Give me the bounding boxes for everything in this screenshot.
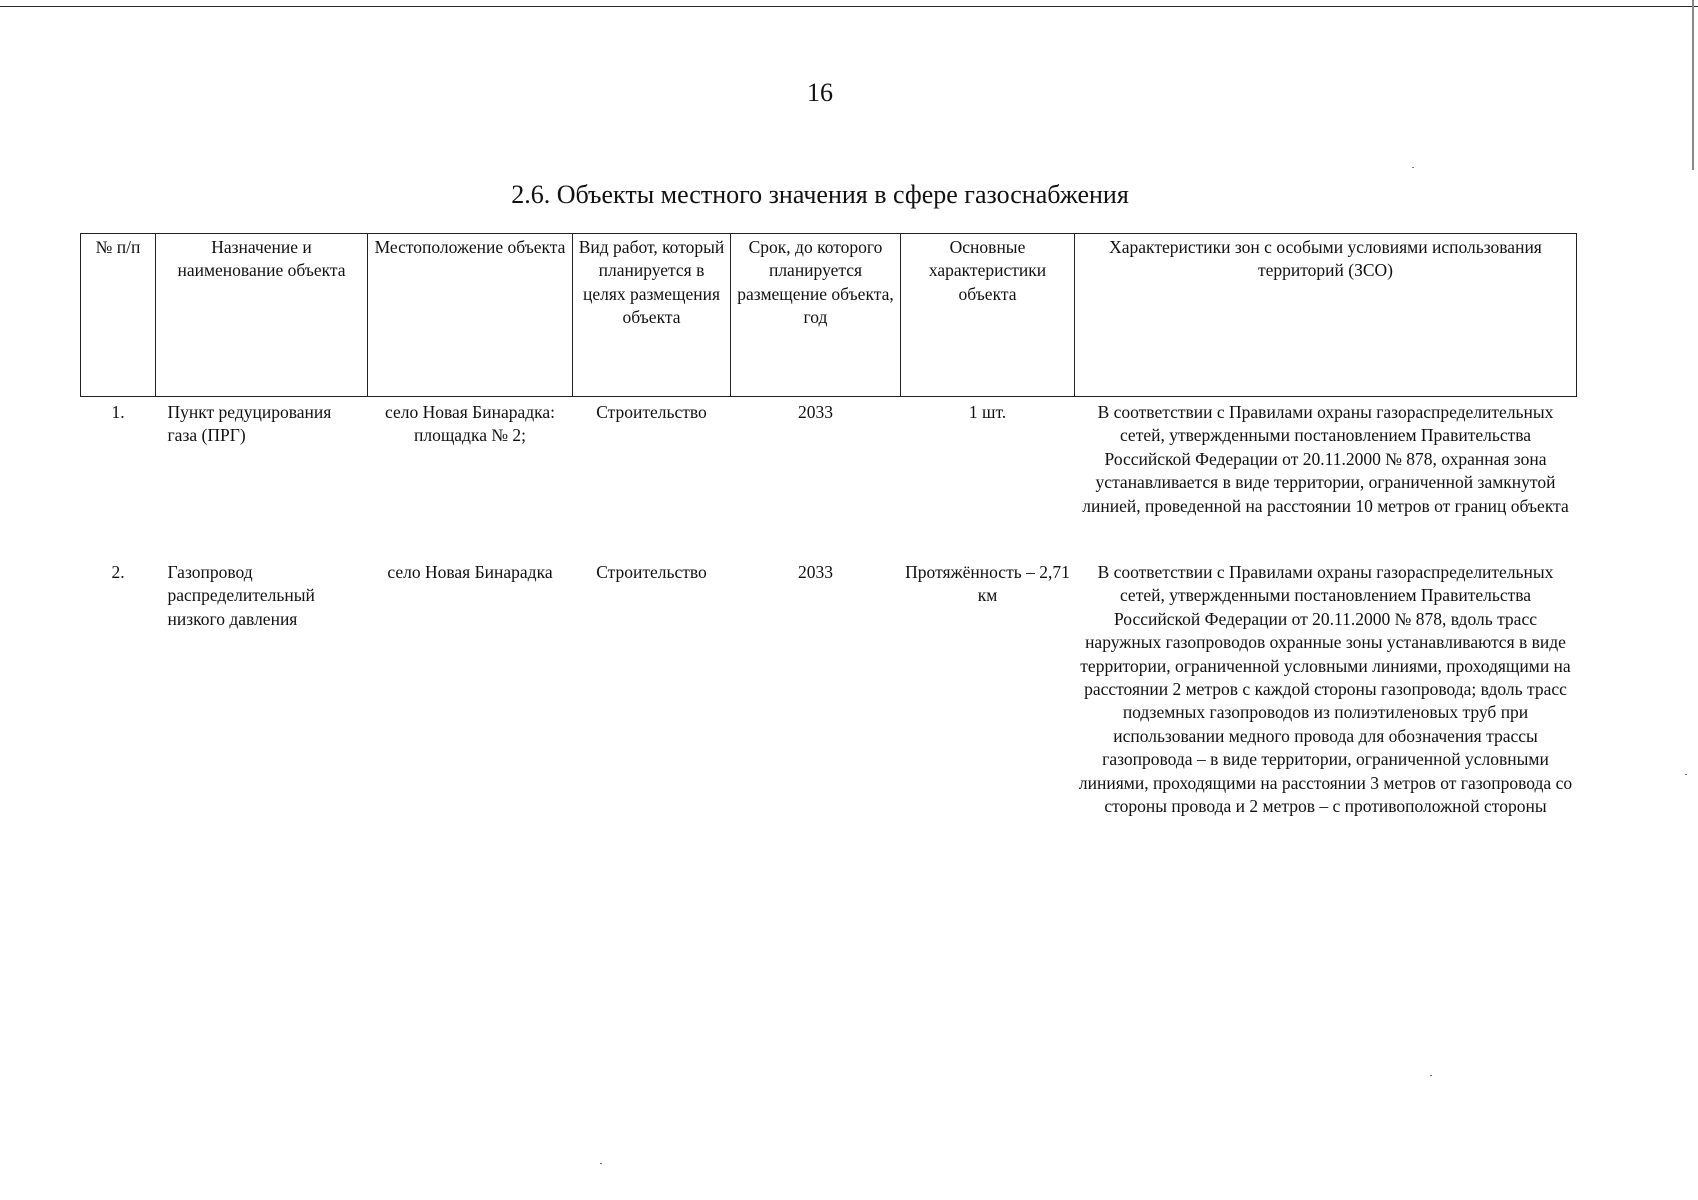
scan-speck xyxy=(600,1163,602,1164)
header-zso: Характеристики зон с особыми условиями использования территорий (ЗСО) xyxy=(1075,234,1577,397)
header-characteristics: Основные характеристики объекта xyxy=(901,234,1075,397)
header-location: Местоположение объекта xyxy=(368,234,573,397)
table-row xyxy=(81,559,1577,818)
scan-speck xyxy=(1430,1075,1432,1076)
object-characteristics: Протяжённость – 2,71 км xyxy=(905,562,1070,606)
top-border-line xyxy=(0,6,1698,7)
header-term: Срок, до которого планируется размещение объекта, год xyxy=(731,234,901,397)
gas-objects-table xyxy=(80,233,1577,818)
work-type: Строительство xyxy=(596,562,707,582)
scan-speck xyxy=(1685,774,1687,775)
object-location: село Новая Бинарадка xyxy=(387,562,553,582)
object-name: Пункт редуцирования газа (ПРГ) xyxy=(167,402,332,446)
work-type: Строительство xyxy=(596,402,707,422)
page-number: 16 xyxy=(807,78,833,107)
object-characteristics: 1 шт. xyxy=(968,402,1007,422)
scan-edge-line xyxy=(1692,0,1694,170)
scan-speck xyxy=(1412,167,1414,168)
row-number: 2. xyxy=(111,562,125,582)
zso-description: В соответствии с Правилами охраны газораспределительных сетей, утвержденными постановлением Правительства Российской Федерации от 20.11.2000 № 878, вдоль трасс наружных газопроводов охранные зоны устанавливаются в виде территории, ограниченной условными линиями, проходящими на расстоянии 2 метров с каждой стороны газопровода; вдоль трасс подземных газопроводов из полиэтиленовых труб при использовании медного провода для обозначения трассы газопровода – в виде территории, ограниченной условными линиями, проходящими на расстоянии 3 метров от газопровода со стороны провода и 2 метров – с противоположной стороны xyxy=(1078,562,1573,817)
header-work-type: Вид работ, который планируется в целях размещения объекта xyxy=(573,234,731,397)
term-year: 2033 xyxy=(798,562,833,582)
header-name: Назначение и наименование объекта xyxy=(156,234,368,397)
object-location: село Новая Бинарадка: площадка № 2; xyxy=(384,402,556,446)
table-row xyxy=(81,397,1577,560)
table-header-row xyxy=(81,234,1577,397)
term-year: 2033 xyxy=(798,402,833,422)
section-title: 2.6. Объекты местного значения в сфере газоснабжения xyxy=(511,180,1129,209)
zso-description: В соответствии с Правилами охраны газораспределительных сетей, утвержденными постановлением Правительства Российской Федерации от 20.11.2000 № 878, охранная зона устанавливается в виде территории, ограниченной замкнутой линией, проведенной на расстоянии 10 метров от границ объекта xyxy=(1082,402,1569,516)
header-number: № п/п xyxy=(81,234,156,397)
object-name: Газопровод распределительный низкого давления xyxy=(167,562,315,629)
row-number: 1. xyxy=(111,402,125,422)
